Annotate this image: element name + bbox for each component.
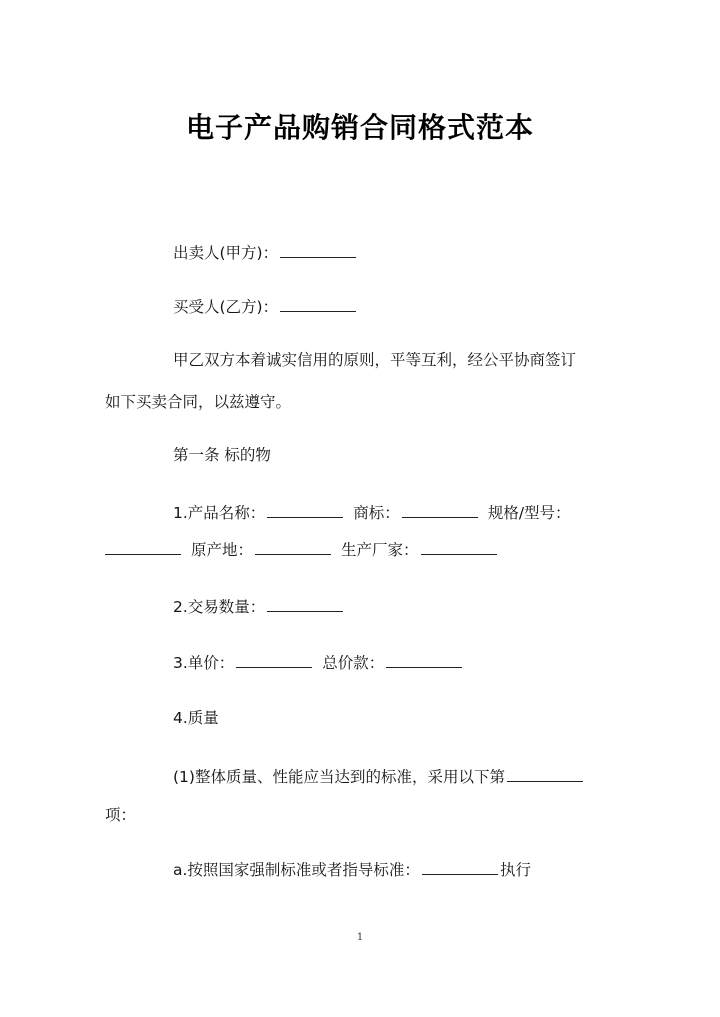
buyer-line: [173, 296, 358, 318]
brand-label: 商标：: [353, 504, 400, 522]
quantity-blank[interactable]: [267, 597, 343, 612]
item-4-heading: 4.质量: [173, 709, 219, 727]
document-title: 电子产品购销合同格式范本: [185, 111, 534, 144]
manufacturer-label: 生产厂家：: [341, 541, 419, 559]
total-price-blank[interactable]: [386, 653, 462, 668]
quality-standard-line-2: 项：: [105, 806, 137, 824]
manufacturer-blank[interactable]: [421, 540, 497, 555]
spec-label: 规格/型号：: [487, 504, 571, 522]
origin-label: 原产地：: [191, 541, 254, 559]
product-name-blank[interactable]: [267, 503, 343, 518]
item-3-line: [173, 652, 464, 674]
buyer-blank[interactable]: [280, 297, 356, 312]
total-price-label: 总价款：: [322, 654, 385, 672]
article-1-heading: 第一条 标的物: [173, 446, 271, 464]
option-a-line: [173, 859, 531, 881]
quality-standard-text: (1)整体质量、性能应当达到的标准，采用以下第: [173, 768, 505, 786]
preamble-line-1: 甲乙双方本着诚实信用的原则，平等互利，经公平协商签订: [173, 351, 577, 369]
brand-blank[interactable]: [402, 503, 478, 518]
quality-standard-line-1: [173, 766, 585, 788]
option-a-label: a.按照国家强制标准或者指导标准：: [173, 861, 420, 879]
seller-blank[interactable]: [280, 243, 356, 258]
seller-label: 出卖人(甲方)：: [173, 244, 279, 262]
unit-price-blank[interactable]: [236, 653, 312, 668]
quantity-label: 2.交易数量：: [173, 598, 266, 616]
item-1-line-2: [105, 539, 499, 561]
preamble-line-2: 如下买卖合同，以兹遵守。: [105, 393, 292, 411]
unit-price-label: 3.单价：: [173, 654, 235, 672]
spec-blank[interactable]: [105, 540, 181, 555]
item-2-line: [173, 596, 345, 618]
item-1-line-1: [173, 502, 571, 524]
product-name-label: 1.产品名称：: [173, 504, 266, 522]
quality-option-blank[interactable]: [507, 767, 583, 782]
page-number: 1: [356, 932, 364, 943]
seller-line: [173, 242, 358, 264]
buyer-label: 买受人(乙方)：: [173, 298, 279, 316]
origin-blank[interactable]: [255, 540, 331, 555]
option-a-blank[interactable]: [422, 860, 498, 875]
option-a-suffix: 执行: [499, 861, 531, 879]
